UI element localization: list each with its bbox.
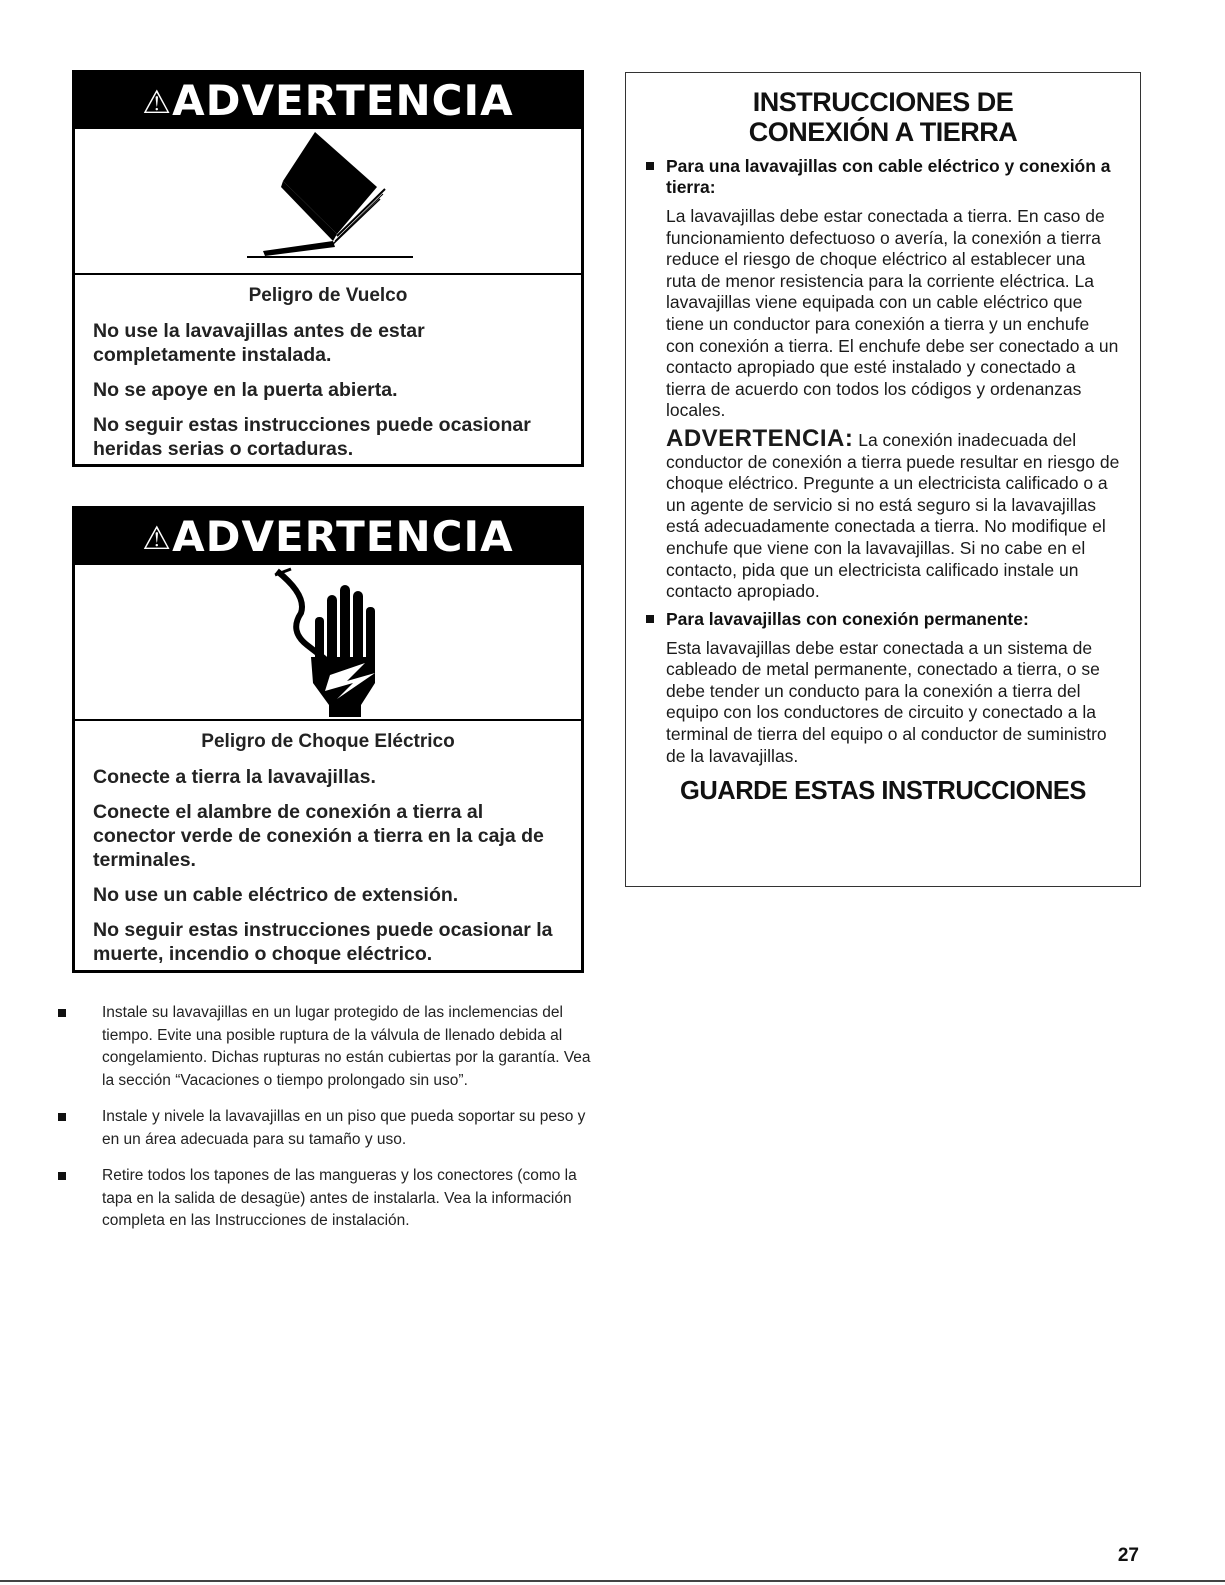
section-body: Esta lavavajillas debe estar conectada a un sistema de cableado de metal permanente, conectado a tierra, o se debe tender un conducto para la conexión a tierra del equipo con los conductores de circuito y conectado a la terminal de tierra del equipo o al conductor de suministro de la lavavajillas. — [666, 637, 1107, 766]
warning-triangle-icon: ⚠ — [142, 83, 173, 121]
shock-warning-box — [72, 506, 584, 973]
section-heading: Para lavavajillas con conexión permanente: — [646, 609, 1120, 630]
warning-header: ⚠ADVERTENCIA — [75, 509, 581, 565]
tipping-warning-box — [72, 70, 584, 467]
grounding-title: INSTRUCCIONES DE CONEXIÓN A TIERRA — [748, 87, 1018, 147]
grounding-instructions-box — [625, 72, 1141, 887]
warning-line: Conecte a tierra la lavavajillas. — [93, 766, 376, 788]
grounding-warning: ADVERTENCIA: La conexión inadecuada del conductor de conexión a tierra puede resultar en riesgo de choque eléctrico. Pregunte a un electricista calificado o a un agente de servicio si no está seguro si la lavavajillas está adecuadamente conectada a tierra. No modifique el enchufe que viene con la lavavajillas. Si no cabe en el contacto, pida que un electricista calificado instale un contacto apropiado. — [666, 424, 1120, 602]
warning-line: No seguir estas instrucciones puede ocasionar heridas serias o cortaduras. — [93, 414, 531, 460]
list-item: Retire todos los tapones de las mangueras y los conectores (como la tapa en la salida de desagüe) antes de instalarla. Vea la información completa en las Instrucciones de instalación. — [58, 1165, 598, 1233]
hazard-title: Peligro de Choque Eléctrico — [201, 731, 455, 752]
warning-header: ⚠ADVERTENCIA — [75, 73, 581, 129]
shock-hazard-pictogram — [75, 565, 581, 721]
section-heading: Para una lavavajillas con cable eléctrico y conexión a tierra: — [646, 156, 1120, 198]
warning-line: No use la lavavajillas antes de estar completamente instalada. — [93, 320, 425, 366]
tipping-hazard-pictogram — [75, 129, 581, 275]
warning-line: No seguir estas instrucciones puede ocasionar la muerte, incendio o choque eléctrico. — [93, 919, 553, 965]
warning-line: No se apoye en la puerta abierta. — [93, 379, 398, 401]
list-item: Instale su lavavajillas en un lugar protegido de las inclemencias del tiempo. Evite una posible ruptura de la válvula de llenado debida al congelamiento. Dichas rupturas no están cubiertas por la garantía. Vea la sección “Vacaciones o tiempo prolongado sin uso”. — [58, 1002, 598, 1092]
bottom-divider — [0, 1580, 1225, 1582]
warning-word: ADVERTENCIA: — [666, 424, 854, 452]
tipping-hazard-icon — [75, 129, 587, 273]
electric-shock-hand-icon — [75, 565, 587, 719]
warning-line: Conecte el alambre de conexión a tierra al conector verde de conexión a tierra en la caja de terminales. — [93, 801, 544, 871]
warning-triangle-icon: ⚠ — [142, 519, 173, 557]
installation-notes-list — [58, 1002, 598, 1247]
warning-line: No use un cable eléctrico de extensión. — [93, 884, 459, 906]
page-number: 27 — [1117, 1545, 1139, 1566]
save-instructions-text: GUARDE ESTAS INSTRUCCIONES — [680, 777, 1086, 806]
list-item: Instale y nivele la lavavajillas en un piso que pueda soportar su peso y en un área adecuada para su tamaño y uso. — [58, 1106, 598, 1151]
hazard-title: Peligro de Vuelco — [248, 285, 408, 306]
section-body: La lavavajillas debe estar conectada a tierra. En caso de funcionamiento defectuoso o avería, la conexión a tierra reduce el riesgo de choque eléctrico al establecer una ruta de menor resistencia para la corriente eléctrica. La lavavajillas viene equipada con un cable eléctrico que tiene un conductor para conexión a tierra y un enchufe con conexión a tierra. El enchufe debe ser conectado a un contacto apropiado que esté instalado y conectado a tierra de acuerdo con todos los códigos y ordenanzas locales. — [666, 206, 1119, 421]
